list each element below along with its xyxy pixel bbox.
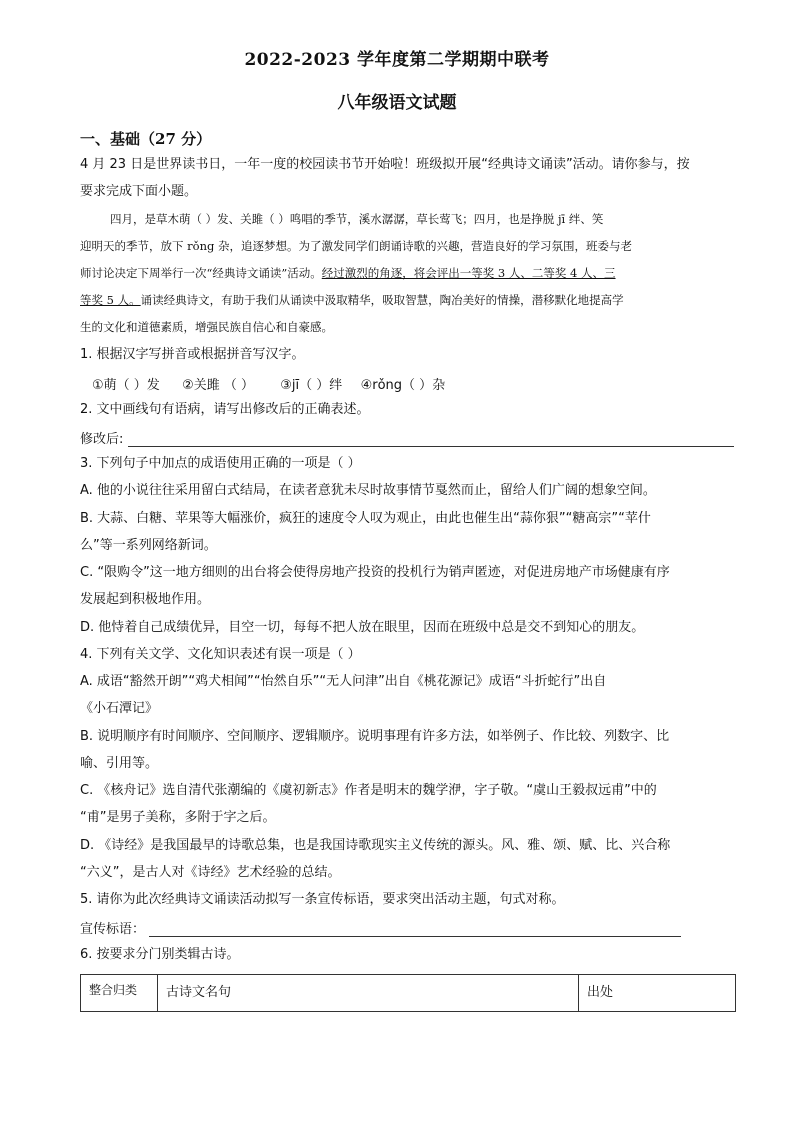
question-1-stem: 1. 根据汉字写拼音或根据拼音写汉字。 [80, 347, 305, 362]
option-c: “甫”是男子美称，多附于字之后。 [80, 810, 276, 825]
passage-text: 师讨论决定下周举行一次“经典诗文诵读”活动。 [80, 266, 322, 280]
option-d: “六义”，是古人对《诗经》艺术经验的总结。 [80, 865, 341, 880]
passage-line: 迎明天的季节，放下 rǒng 杂，追逐梦想。为了激发同学们朗诵诗歌的兴趣，营造良好的学习氛围，班委与老 [80, 239, 632, 253]
question-2-stem: 2. 文中画线句有语病，请写出修改后的正确表述。 [80, 402, 370, 417]
blank-item[interactable]: ④rǒng（ ）杂 [360, 378, 446, 393]
passage-line: 四月，是草木萌（ ）发、关雎（ ）鸣唱的季节，溪水潺潺，草长莺飞；四月，也是挣脱 jī 绊、笑 [110, 212, 604, 226]
passage-line [80, 264, 740, 282]
answer-line[interactable] [128, 432, 734, 447]
question-1-blanks [92, 374, 445, 393]
option-b: 么”等一系列网络新词。 [80, 538, 217, 553]
question-6-stem: 6. 按要求分门别类辑古诗。 [80, 947, 240, 962]
exam-title: 2022-2023 学年度第二学期期中联考 [244, 50, 550, 70]
answer-row [80, 428, 734, 447]
blank-item[interactable]: ③jī（ ）绊 [280, 378, 343, 393]
section-heading: 一、基础（27 分） [80, 130, 212, 148]
option-c: C. “限购令”这一地方细则的出台将会使得房地产投资的投机行为销声匿迹，对促进房地产市场健康有序 [80, 565, 670, 580]
exam-subtitle: 八年级语文试题 [337, 93, 457, 113]
passage-line [80, 291, 740, 309]
option-b: 喻、引用等。 [80, 756, 159, 771]
underlined-sentence: 等奖 5 人。 [80, 293, 141, 307]
option-d: D. 他恃着自己成绩优异，目空一切，每每不把人放在眼里，因而在班级中总是交不到知心的朋友。 [80, 620, 645, 635]
table-header: 出处 [579, 975, 736, 1012]
answer-row [80, 918, 681, 937]
table-header-row [81, 975, 736, 1012]
option-b: B. 说明顺序有时间顺序、空间顺序、逻辑顺序。说明事理有许多方法，如举例子、作比较、列数字、比 [80, 729, 670, 744]
answer-label: 宣传标语： [80, 922, 146, 937]
intro-line: 要求完成下面小题。 [80, 184, 198, 199]
option-c: C. 《核舟记》选自清代张潮编的《虞初新志》作者是明末的魏学洢，字子敬。“虞山王毅叔远甫”中的 [80, 783, 657, 798]
poetry-table [80, 974, 736, 1012]
option-d: D. 《诗经》是我国最早的诗歌总集，也是我国诗歌现实主义传统的源头。风、雅、颂、赋、比、兴合称 [80, 838, 671, 853]
table-header: 古诗文名句 [158, 975, 579, 1012]
question-3-stem: 3. 下列句子中加点的成语使用正确的一项是（ ） [80, 456, 361, 471]
table-header: 整合归类 [81, 975, 158, 1012]
question-5-stem: 5. 请你为此次经典诗文诵读活动拟写一条宣传标语，要求突出活动主题，句式对称。 [80, 892, 565, 907]
intro-line: 4 月 23 日是世界读书日，一年一度的校园读书节开始啦！班级拟开展“经典诗文诵读”活动。请你参与，按 [80, 157, 690, 172]
option-a: A. 成语“豁然开朗”“鸡犬相闻”“怡然自乐”“无人问津”出自《桃花源记》成语“斗折蛇行”出自 [80, 674, 607, 689]
blank-item[interactable]: ②关雎 （ ） [182, 378, 254, 393]
answer-line[interactable] [149, 922, 681, 937]
blank-item[interactable]: ①萌（ ）发 [92, 378, 160, 393]
question-4-stem: 4. 下列有关文学、文化知识表述有误一项是（ ） [80, 647, 361, 662]
answer-label: 修改后: [80, 432, 124, 447]
option-a: 《小石潭记》 [80, 701, 159, 716]
option-b: B. 大蒜、白糖、苹果等大幅涨价，疯狂的速度令人叹为观止，由此也催生出“蒜你狠”“糖高宗”“苹什 [80, 511, 651, 526]
passage-line: 生的文化和道德素质，增强民族自信心和自豪感。 [80, 320, 333, 334]
option-c: 发展起到积极地作用。 [80, 592, 211, 607]
passage-text: 诵读经典诗文，有助于我们从诵读中汲取精华，吸取智慧，陶冶美好的情操，潜移默化地提高学 [140, 293, 624, 307]
option-a: A. 他的小说往往采用留白式结局，在读者意犹未尽时故事情节戛然而止，留给人们广阔的想象空间。 [80, 483, 656, 498]
underlined-sentence: 经过激烈的角逐，将会评出一等奖 3 人、二等奖 4 人、三 [321, 266, 616, 280]
